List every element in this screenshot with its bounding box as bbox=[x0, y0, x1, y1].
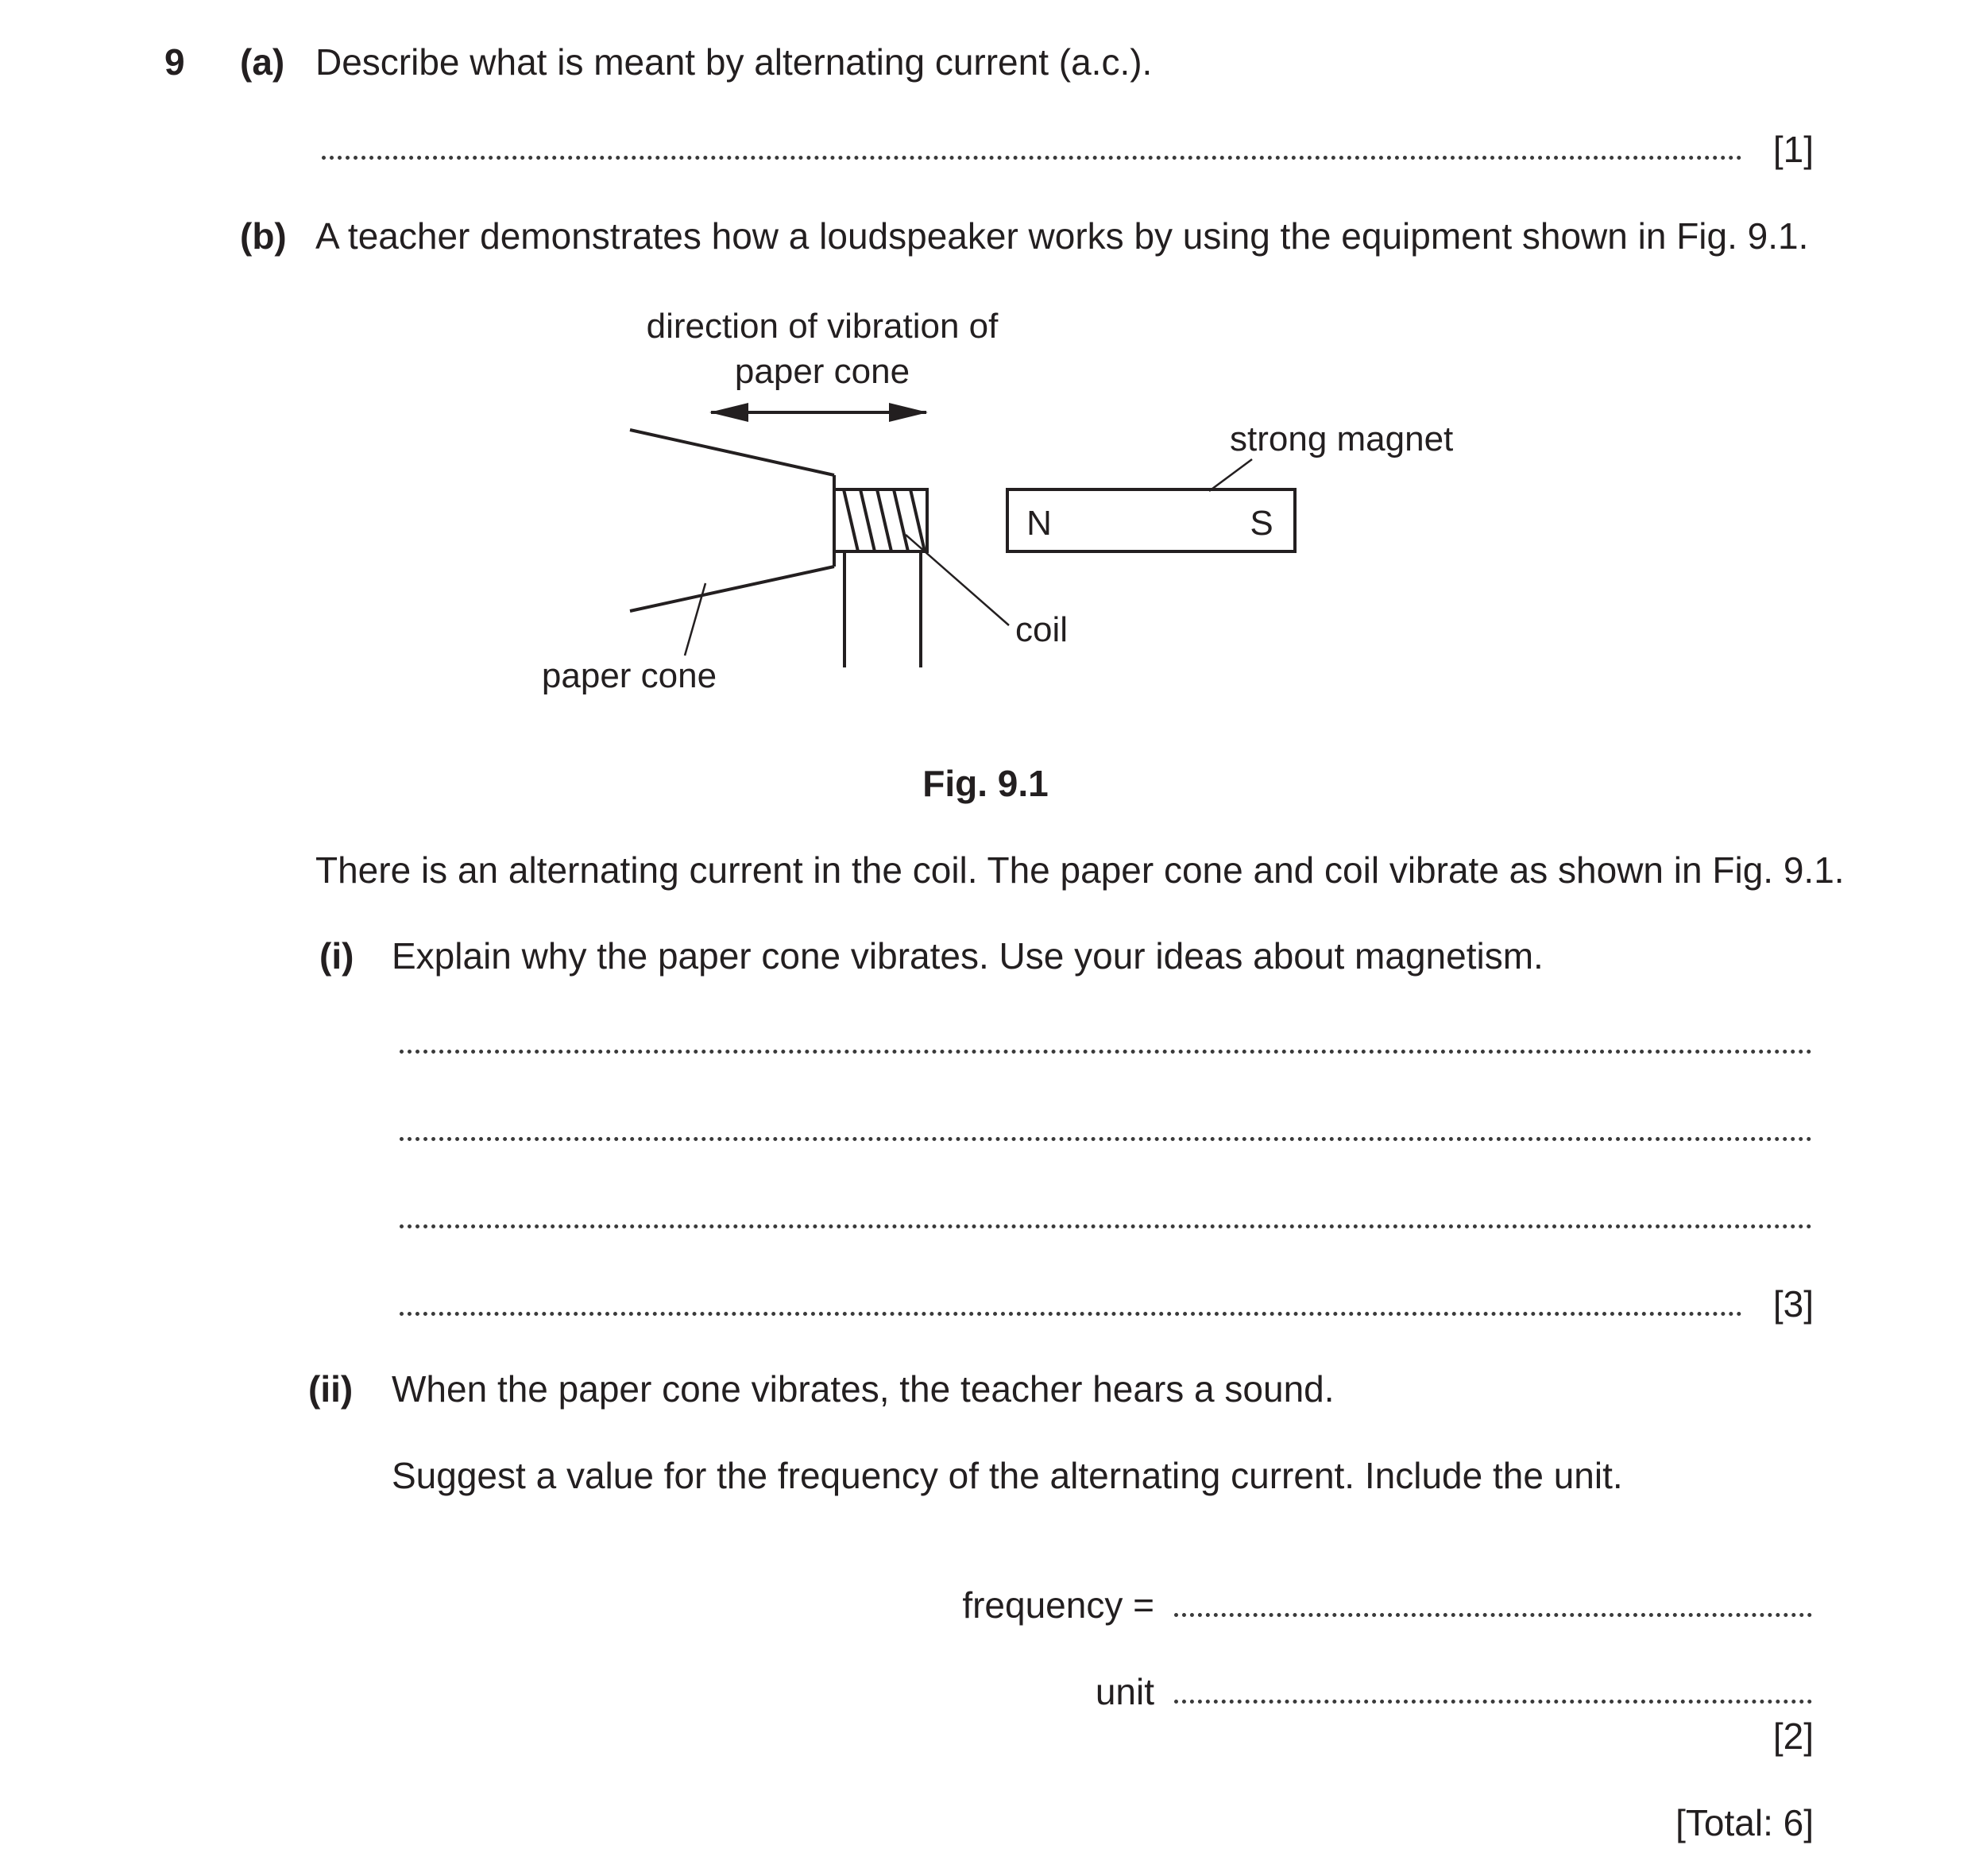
frequency-label: frequency = bbox=[962, 1584, 1154, 1626]
magnet-south-pole: S bbox=[1250, 504, 1273, 543]
frequency-answer-line[interactable] bbox=[1174, 1613, 1812, 1617]
part-b-ii-label: (ii) bbox=[308, 1368, 354, 1410]
paper-cone-leader-line bbox=[685, 583, 705, 656]
part-b-ii-question-1: When the paper cone vibrates, the teacher hears a sound. bbox=[392, 1368, 1335, 1410]
strong-magnet bbox=[1007, 489, 1295, 551]
coil bbox=[834, 489, 927, 667]
part-b-i-answer-line-4[interactable] bbox=[400, 1312, 1742, 1316]
part-b-i-marks: [3] bbox=[1772, 1283, 1814, 1325]
magnet-leader-line bbox=[1209, 459, 1252, 491]
part-b-i-answer-line-3[interactable] bbox=[400, 1224, 1812, 1228]
magnet-label: strong magnet bbox=[1230, 420, 1454, 458]
part-b-i-question: Explain why the paper cone vibrates. Use your ideas about magnetism. bbox=[392, 935, 1544, 977]
direction-label-line1: direction of vibration of bbox=[646, 307, 999, 346]
paper-cone-label: paper cone bbox=[541, 656, 717, 695]
part-b-label: (b) bbox=[240, 215, 287, 257]
part-b-i-answer-line-1[interactable] bbox=[400, 1050, 1812, 1054]
part-a-question: Describe what is meant by alternating current (a.c.). bbox=[315, 41, 1153, 83]
part-b-ii-question-2: Suggest a value for the frequency of the alternating current. Include the unit. bbox=[392, 1455, 1623, 1496]
direction-label-line2: paper cone bbox=[734, 352, 910, 391]
loudspeaker-diagram bbox=[0, 0, 1971, 834]
figure-caption: Fig. 9.1 bbox=[922, 763, 1049, 804]
unit-answer-line[interactable] bbox=[1174, 1700, 1812, 1704]
question-number: 9 bbox=[164, 41, 185, 83]
unit-label: unit bbox=[1095, 1671, 1154, 1712]
magnet-north-pole: N bbox=[1026, 504, 1052, 543]
paper-cone bbox=[630, 430, 834, 611]
coil-label: coil bbox=[1015, 610, 1069, 649]
part-a-label: (a) bbox=[240, 41, 285, 83]
part-b-question: A teacher demonstrates how a loudspeaker works by using the equipment shown in Fig. 9.1. bbox=[315, 215, 1809, 257]
part-b-ii-marks: [2] bbox=[1772, 1715, 1814, 1757]
part-a-marks: [1] bbox=[1772, 129, 1814, 170]
part-b-i-answer-line-2[interactable] bbox=[400, 1137, 1812, 1141]
double-arrow bbox=[709, 403, 928, 422]
part-b-i-label: (i) bbox=[319, 935, 354, 977]
part-b-statement: There is an alternating current in the coil. The paper cone and coil vibrate as shown in Fig. 9.1. bbox=[315, 849, 1845, 891]
total-marks: [Total: 6] bbox=[1675, 1802, 1814, 1843]
